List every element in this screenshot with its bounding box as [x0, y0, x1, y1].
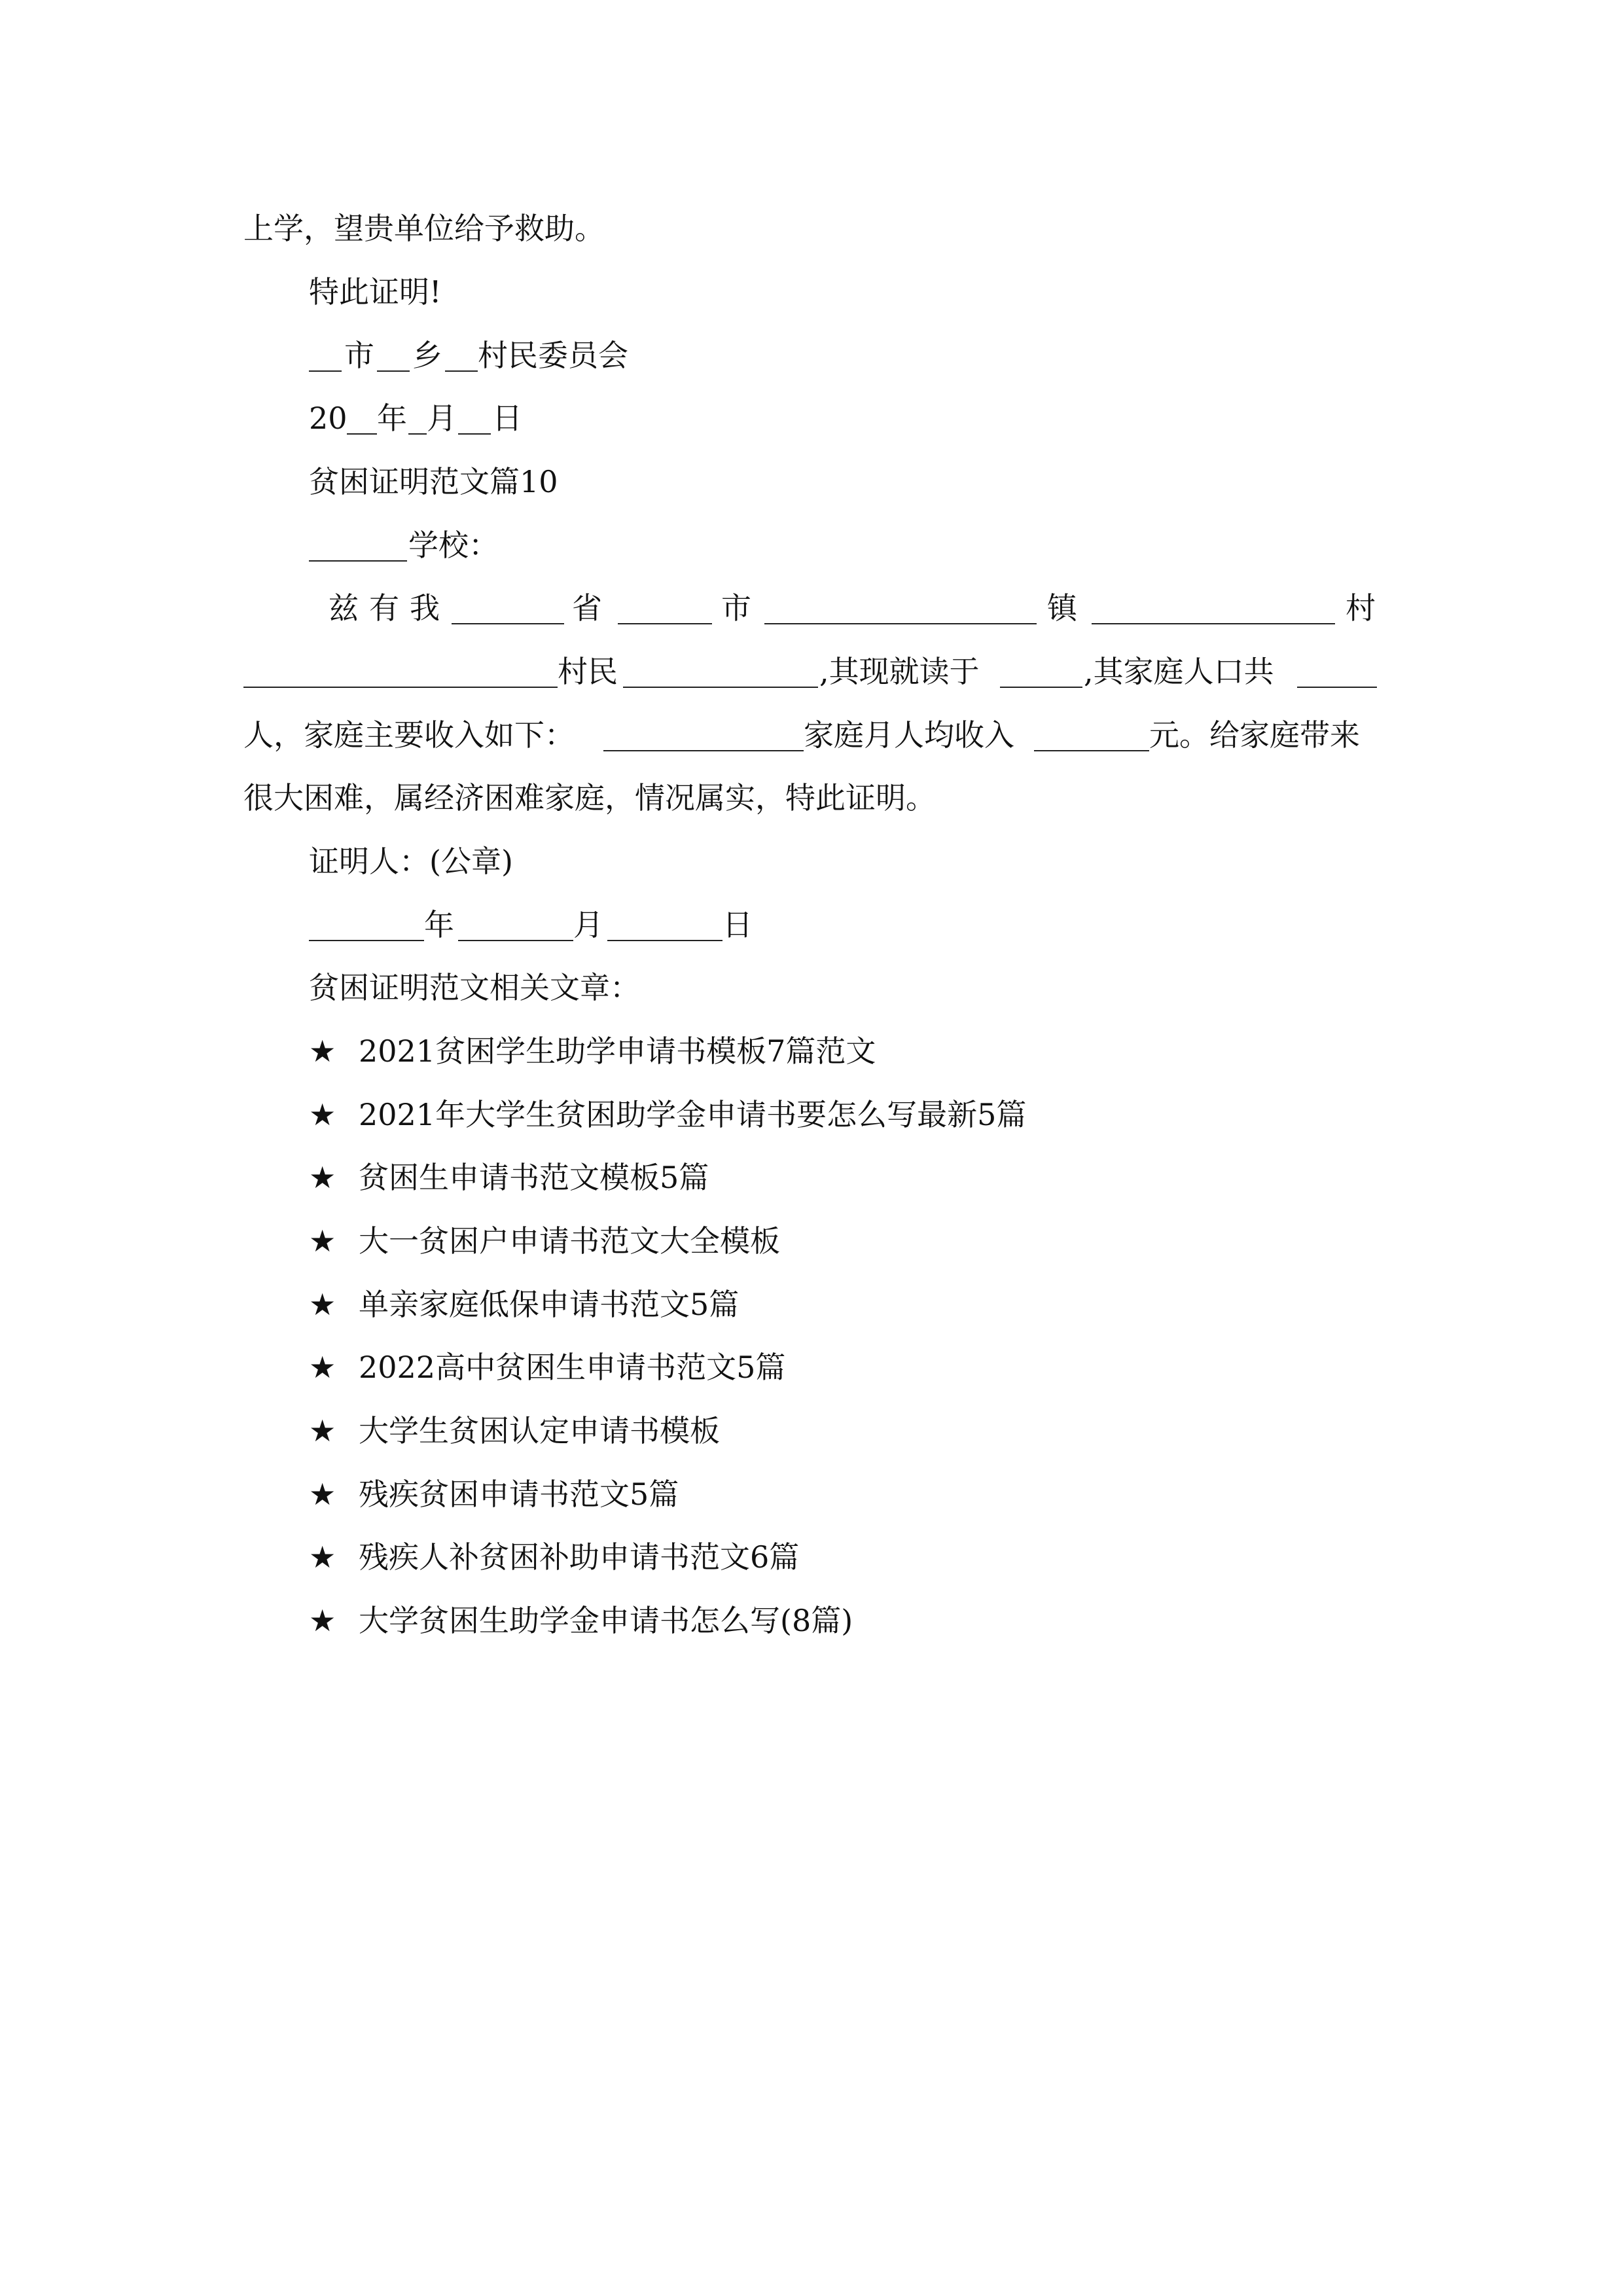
blank-school [309, 560, 407, 562]
body-ren: 人，家庭主要收入如下： [243, 717, 575, 753]
blank-name [623, 687, 818, 688]
date-line-1 [0, 389, 1623, 448]
related-link[interactable] [0, 1022, 1623, 1081]
related-link[interactable] [0, 1591, 1623, 1650]
blank-province [452, 623, 564, 624]
star-icon: ★ [309, 1223, 336, 1259]
body-zhen: 镇 [1047, 590, 1077, 626]
closing-text: 特此证明! [309, 274, 442, 310]
related-link[interactable] [0, 1401, 1623, 1460]
related-link[interactable] [0, 1465, 1623, 1524]
body-line-1 [0, 579, 1623, 637]
body-line-4 [0, 768, 1623, 827]
blank-city [309, 370, 342, 372]
date1-prefix: 20 [309, 401, 348, 436]
blank-year-1 [347, 433, 377, 435]
related-link-label[interactable]: 贫困生申请书范文模板5篇 [359, 1160, 709, 1195]
blank-town [764, 623, 1037, 624]
related-link-label[interactable]: 2021年大学生贫困助学金申请书要怎么写最新5篇 [359, 1097, 1027, 1132]
body-sheng: 省 [572, 590, 602, 626]
related-link[interactable] [0, 1275, 1623, 1334]
blank-month-2 [458, 940, 573, 941]
related-link-label[interactable]: 大学生贫困认定申请书模板 [359, 1413, 720, 1448]
section-title-line [0, 452, 1623, 511]
blank-village-2 [1092, 623, 1335, 624]
blank-day-1 [458, 433, 491, 435]
school-suffix: 学校： [408, 528, 499, 563]
body-line-3 [0, 706, 1623, 764]
related-link-label[interactable]: 单亲家庭低保申请书范文5篇 [359, 1287, 740, 1322]
star-icon: ★ [309, 1539, 336, 1575]
date2-day: 日 [722, 907, 753, 942]
committee-rest: 村民委员会 [478, 338, 628, 373]
committee-xiang: 乡 [412, 338, 442, 373]
star-icon: ★ [309, 1477, 336, 1512]
body-renkou: ,其家庭人口共 [1084, 654, 1274, 689]
school-line [0, 516, 1623, 575]
date2-year: 年 [424, 907, 454, 942]
blank-monthly-income [1034, 750, 1149, 751]
body-line-2 [0, 642, 1623, 701]
star-icon: ★ [309, 1350, 336, 1385]
signer-text: 证明人：(公章) [309, 844, 513, 879]
body-a2: 有 [369, 590, 399, 626]
body-a1: 兹 [329, 590, 359, 626]
date-line-2 [0, 895, 1623, 954]
related-link-label[interactable]: 2022高中贫困生申请书范文5篇 [359, 1350, 786, 1385]
related-link[interactable] [0, 1148, 1623, 1207]
star-icon: ★ [309, 1097, 336, 1132]
committee-line [0, 326, 1623, 385]
body-yuan: 元。给家庭带来 [1149, 717, 1360, 753]
intro-tail-text: 上学，望贵单位给予救助。 [243, 211, 605, 246]
committee-shi: 市 [344, 338, 374, 373]
blank-year-2 [309, 940, 424, 941]
date1-day: 日 [492, 401, 522, 436]
body-cun: 村 [1346, 590, 1376, 626]
blank-population [1297, 687, 1377, 688]
related-link[interactable] [0, 1528, 1623, 1587]
blank-school-2 [1000, 687, 1082, 688]
related-link[interactable] [0, 1085, 1623, 1144]
blank-income [603, 750, 804, 751]
related-link-label[interactable]: 残疾人补贫困补助申请书范文6篇 [359, 1539, 800, 1575]
body-last: 很大困难，属经济困难家庭，情况属实，特此证明。 [243, 780, 936, 816]
star-icon: ★ [309, 1603, 336, 1638]
body-cunmin: 村民 [558, 654, 618, 689]
star-icon: ★ [309, 1033, 336, 1069]
blank-city-2 [618, 623, 712, 624]
related-link[interactable] [0, 1338, 1623, 1397]
star-icon: ★ [309, 1287, 336, 1322]
related-link[interactable] [0, 1211, 1623, 1270]
date1-month: 月 [427, 401, 457, 436]
body-yue: 家庭月人均收入 [804, 717, 1014, 753]
related-link-label[interactable]: 残疾贫困申请书范文5篇 [359, 1477, 679, 1512]
star-icon: ★ [309, 1413, 336, 1448]
blank-township [377, 370, 410, 372]
section-title: 贫困证明范文篇10 [309, 464, 558, 499]
body-jiudu: ,其现就读于 [819, 654, 980, 689]
related-link-label[interactable]: 2021贫困学生助学申请书模板7篇范文 [359, 1033, 876, 1069]
blank-month-1 [408, 433, 427, 435]
blank-villager [243, 687, 558, 688]
signer-line [0, 832, 1623, 891]
blank-village [445, 370, 478, 372]
date2-month: 月 [573, 907, 603, 942]
closing-line [0, 262, 1623, 321]
related-heading: 贫困证明范文相关文章： [309, 970, 640, 1005]
related-link-label[interactable]: 大一贫困户申请书范文大全模板 [359, 1223, 780, 1259]
blank-day-2 [607, 940, 722, 941]
date1-year: 年 [377, 401, 407, 436]
intro-tail-line [0, 199, 1623, 258]
related-heading-line [0, 958, 1623, 1017]
body-a3: 我 [410, 590, 440, 626]
body-shi: 市 [721, 590, 751, 626]
related-link-label[interactable]: 大学贫困生助学金申请书怎么写(8篇) [359, 1603, 853, 1638]
star-icon: ★ [309, 1160, 336, 1195]
